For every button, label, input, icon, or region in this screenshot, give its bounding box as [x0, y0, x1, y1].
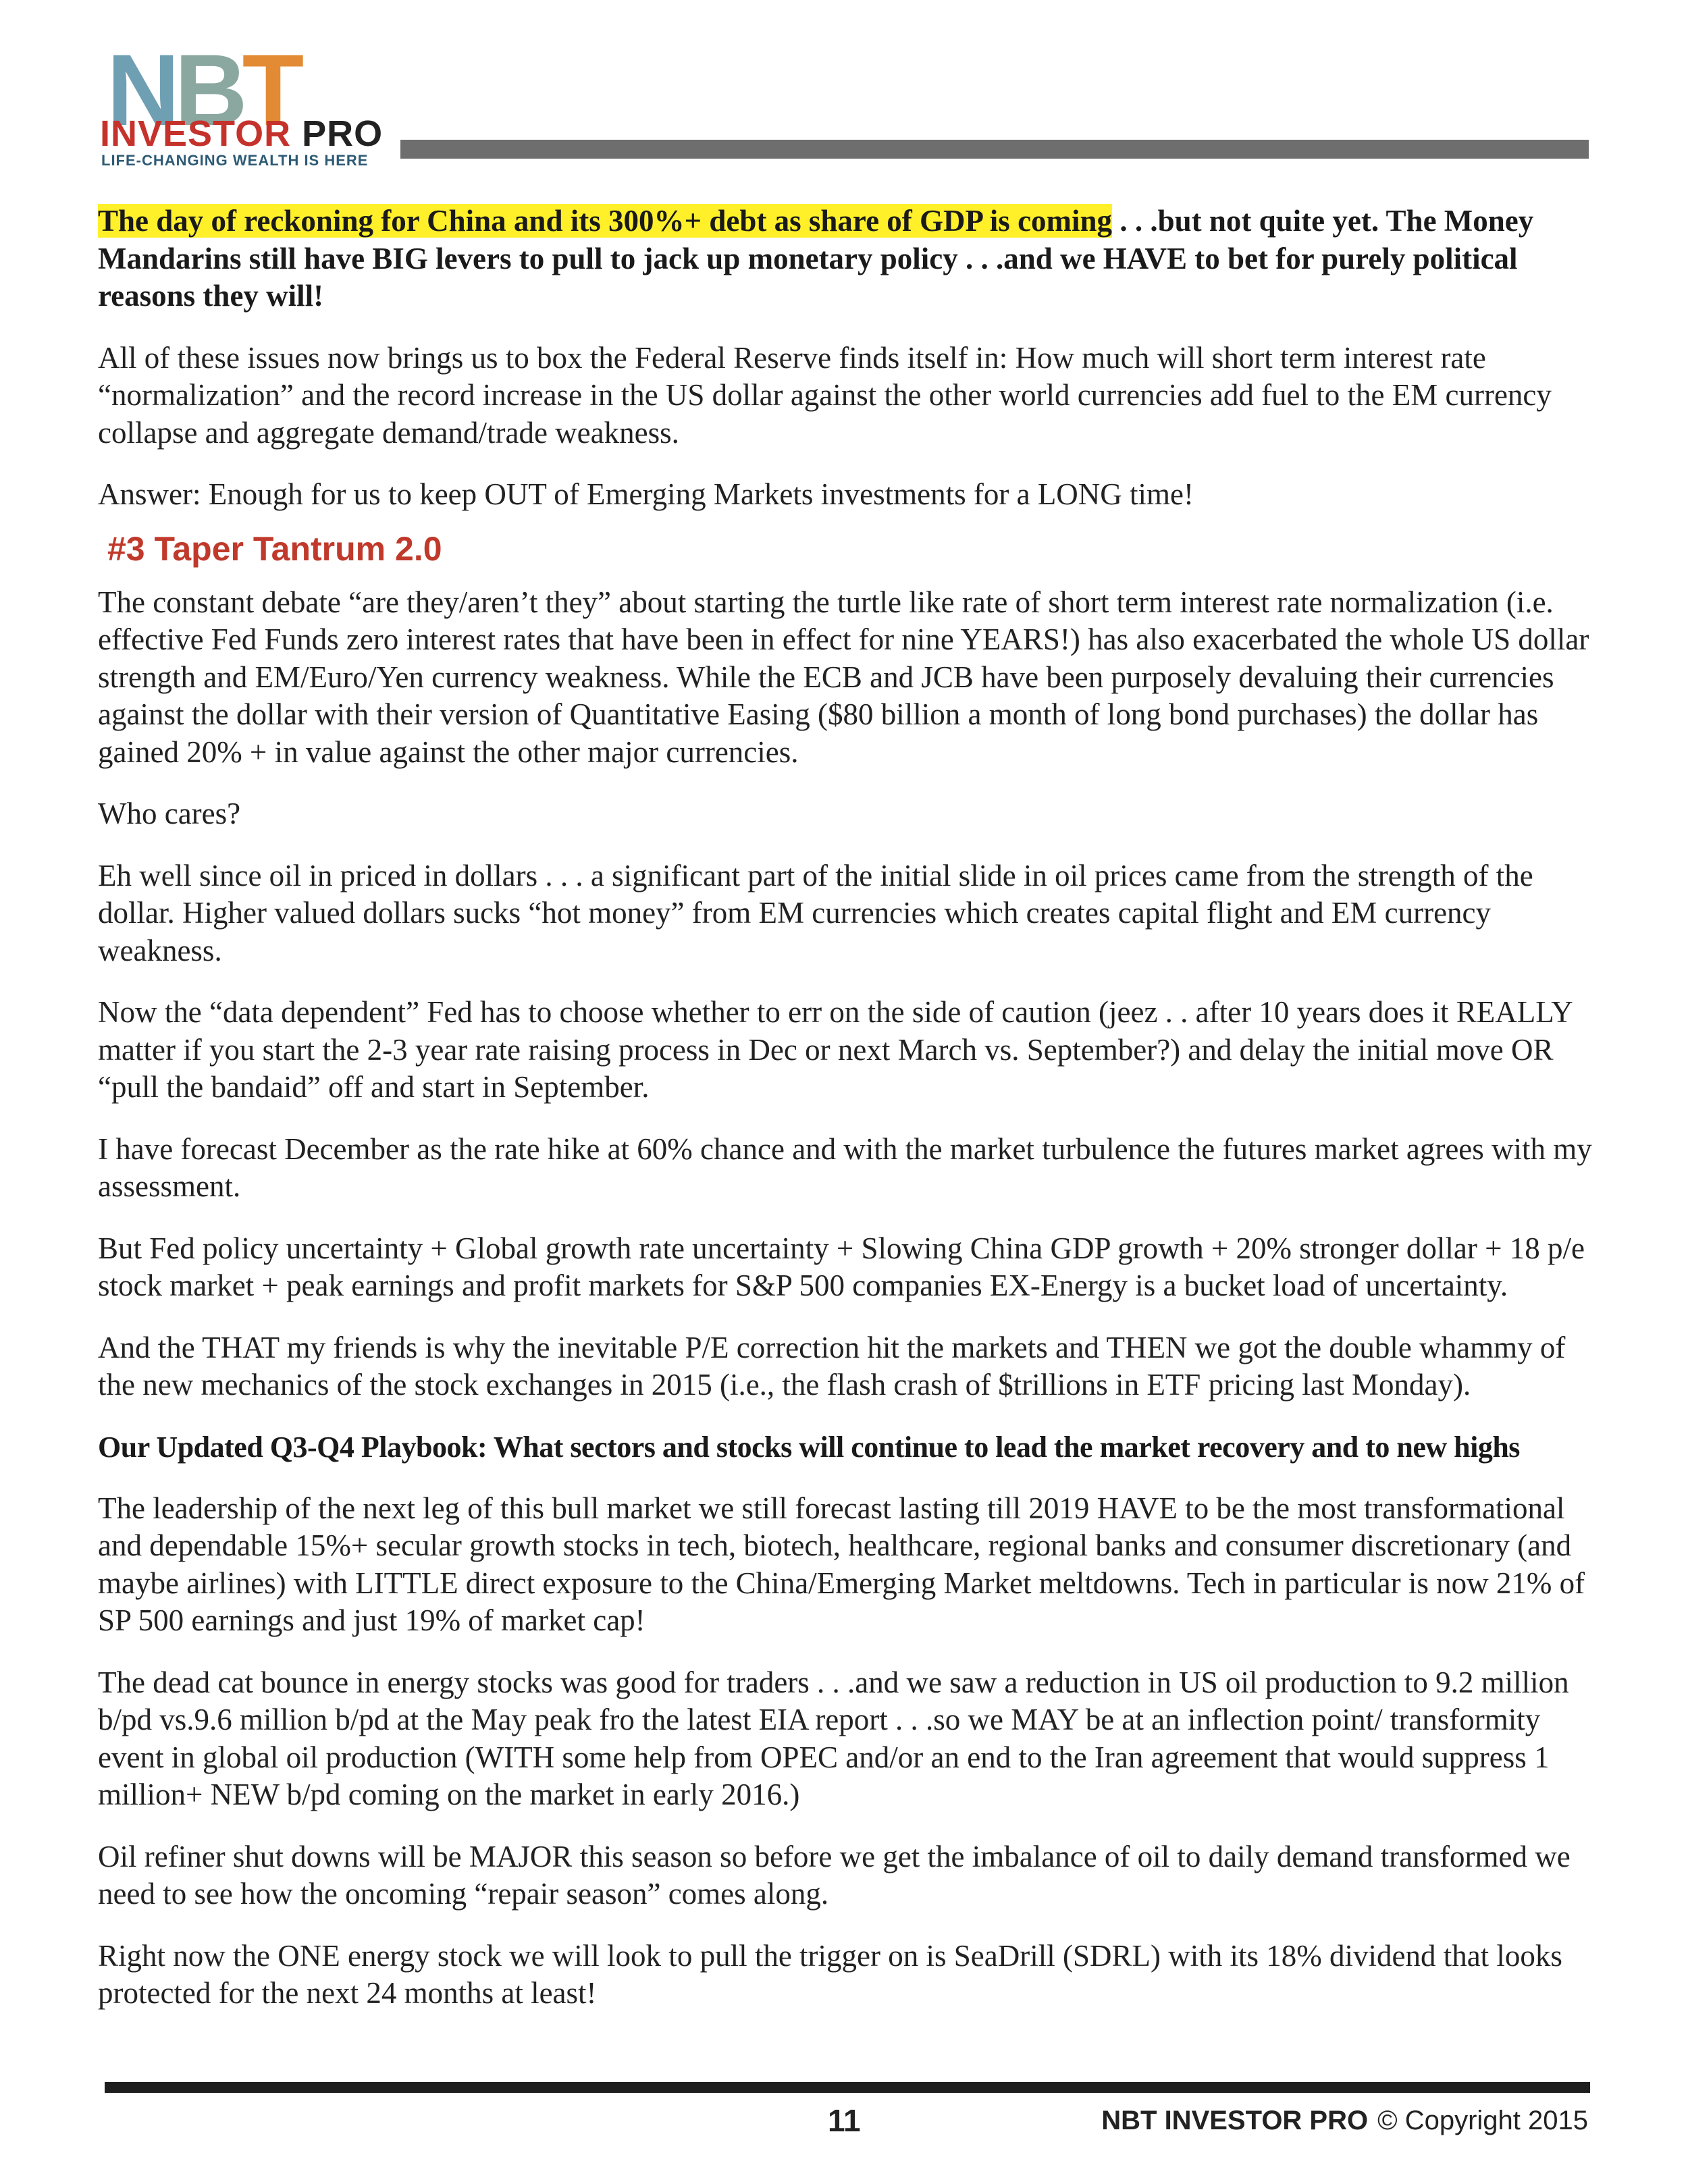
paragraph: Who cares?	[98, 797, 241, 830]
footer-brand-name: NBT INVESTOR PRO	[1101, 2106, 1369, 2135]
logo-wordmark: INVESTOR PRO	[100, 113, 384, 154]
paragraph: The dead cat bounce in energy stocks was good for traders . . .and we saw a reduction in US oil production to 9.2 million b/pd vs.9.6 million b/pd at the May peak fro the latest EIA report . . .so we MAY be at an inflection point/ transformity event in global oil production (WITH some help from OPEC and/or an end to the Iran agreement that would suppress 1 million+ NEW b/pd coming on the market in early 2016.)	[98, 1665, 1569, 1811]
paragraph: The constant debate “are they/aren’t they” about starting the turtle like rate of short term interest rate normalization (i.e. effective Fed Funds zero interest rates that have been in effect for nine YEARS!) has also exacerbated the whole US dollar strength and EM/Euro/Yen currency weakness. While the ECB and JCB have been purposely devaluing their currencies against the dollar with their version of Quantitative Easing ($80 billion a month of long bond purchases) the dollar has gained 20% + in value against the other major currencies.	[98, 585, 1589, 769]
paragraph: Eh well since oil in priced in dollars . . . a significant part of the initial slide in oil prices came from the strength of the dollar. Higher valued dollars sucks “hot money” from EM currencies which creates capital flight and EM currency weakness.	[98, 858, 1533, 967]
article-body	[98, 203, 1597, 2037]
logo-tagline: LIFE-CHANGING WEALTH IS HERE	[101, 152, 369, 169]
paragraph: But Fed policy uncertainty + Global growth rate uncertainty + Slowing China GDP growth + 20% stronger dollar + 18 p/e stock market + peak earnings and profit markets for S&P 500 companies EX-Energy is a bucket load of uncertainty.	[98, 1231, 1585, 1302]
paragraph: I have forecast December as the rate hike at 60% chance and with the market turbulence the futures market agrees with my assessment.	[98, 1131, 1592, 1203]
paragraph: The leadership of the next leg of this bull market we still forecast lasting till 2019 HAVE to be the most transformational and dependable 15%+ secular growth stocks in tech, biotech, healthcare, regional banks and consumer discretionary (and maybe airlines) with LITTLE direct exposure to the China/Emerging Market meltdowns. Tech in particular is now 21% of SP 500 earnings and just 19% of market cap!	[98, 1491, 1585, 1637]
page-number: 11	[828, 2103, 861, 2138]
lead-paragraph: The day of reckoning for China and its 300%+ debt as share of GDP is coming . . .but not quite yet. The Money Mandarins still have BIG levers to pull to jack up monetary policy . . .and we HAVE to bet for purely political reasons they will!	[98, 204, 1534, 313]
highlighted-text: The day of reckoning for China and its 300%+ debt as share of GDP is coming	[98, 204, 1113, 238]
paragraph: Oil refiner shut downs will be MAJOR this season so before we get the imbalance of oil to daily demand transformed we need to see how the oncoming “repair season” comes along.	[98, 1839, 1571, 1911]
logo-letters: NBT	[107, 33, 299, 147]
header-divider	[400, 140, 1589, 159]
paragraph: Answer: Enough for us to keep OUT of Emerging Markets investments for a LONG time!	[98, 477, 1194, 511]
paragraph: And the THAT my friends is why the inevitable P/E correction hit the markets and THEN we got the double whammy of the new mechanics of the stock exchanges in 2015 (i.e., the flash crash of $trillions in ETF pricing last Monday).	[98, 1330, 1566, 1402]
footer-brand	[1101, 2104, 1588, 2137]
paragraph: Now the “data dependent” Fed has to choose whether to err on the side of caution (jeez . . after 10 years does it REALLY matter if you start the 2-3 year rate raising process in Dec or next March vs. September?) and delay the initial move OR “pull the bandaid” off and start in September.	[98, 995, 1573, 1104]
section-heading: #3 Taper Tantrum 2.0	[107, 529, 442, 568]
copyright-text: © Copyright 2015	[1377, 2106, 1588, 2135]
playbook-heading: Our Updated Q3-Q4 Playbook: What sectors and stocks will continue to lead the market recovery and to new highs	[98, 1430, 1520, 1464]
paragraph: Right now the ONE energy stock we will look to pull the trigger on is SeaDrill (SDRL) with its 18% dividend that looks protected for the next 24 months at least!	[98, 1938, 1562, 2010]
paragraph: All of these issues now brings us to box the Federal Reserve finds itself in: How much will short term interest rate “normalization” and the record increase in the US dollar against the other world currencies add fuel to the EM currency collapse and aggregate demand/trade weakness.	[98, 340, 1552, 450]
brand-logo	[100, 33, 397, 169]
footer-divider	[105, 2082, 1590, 2093]
